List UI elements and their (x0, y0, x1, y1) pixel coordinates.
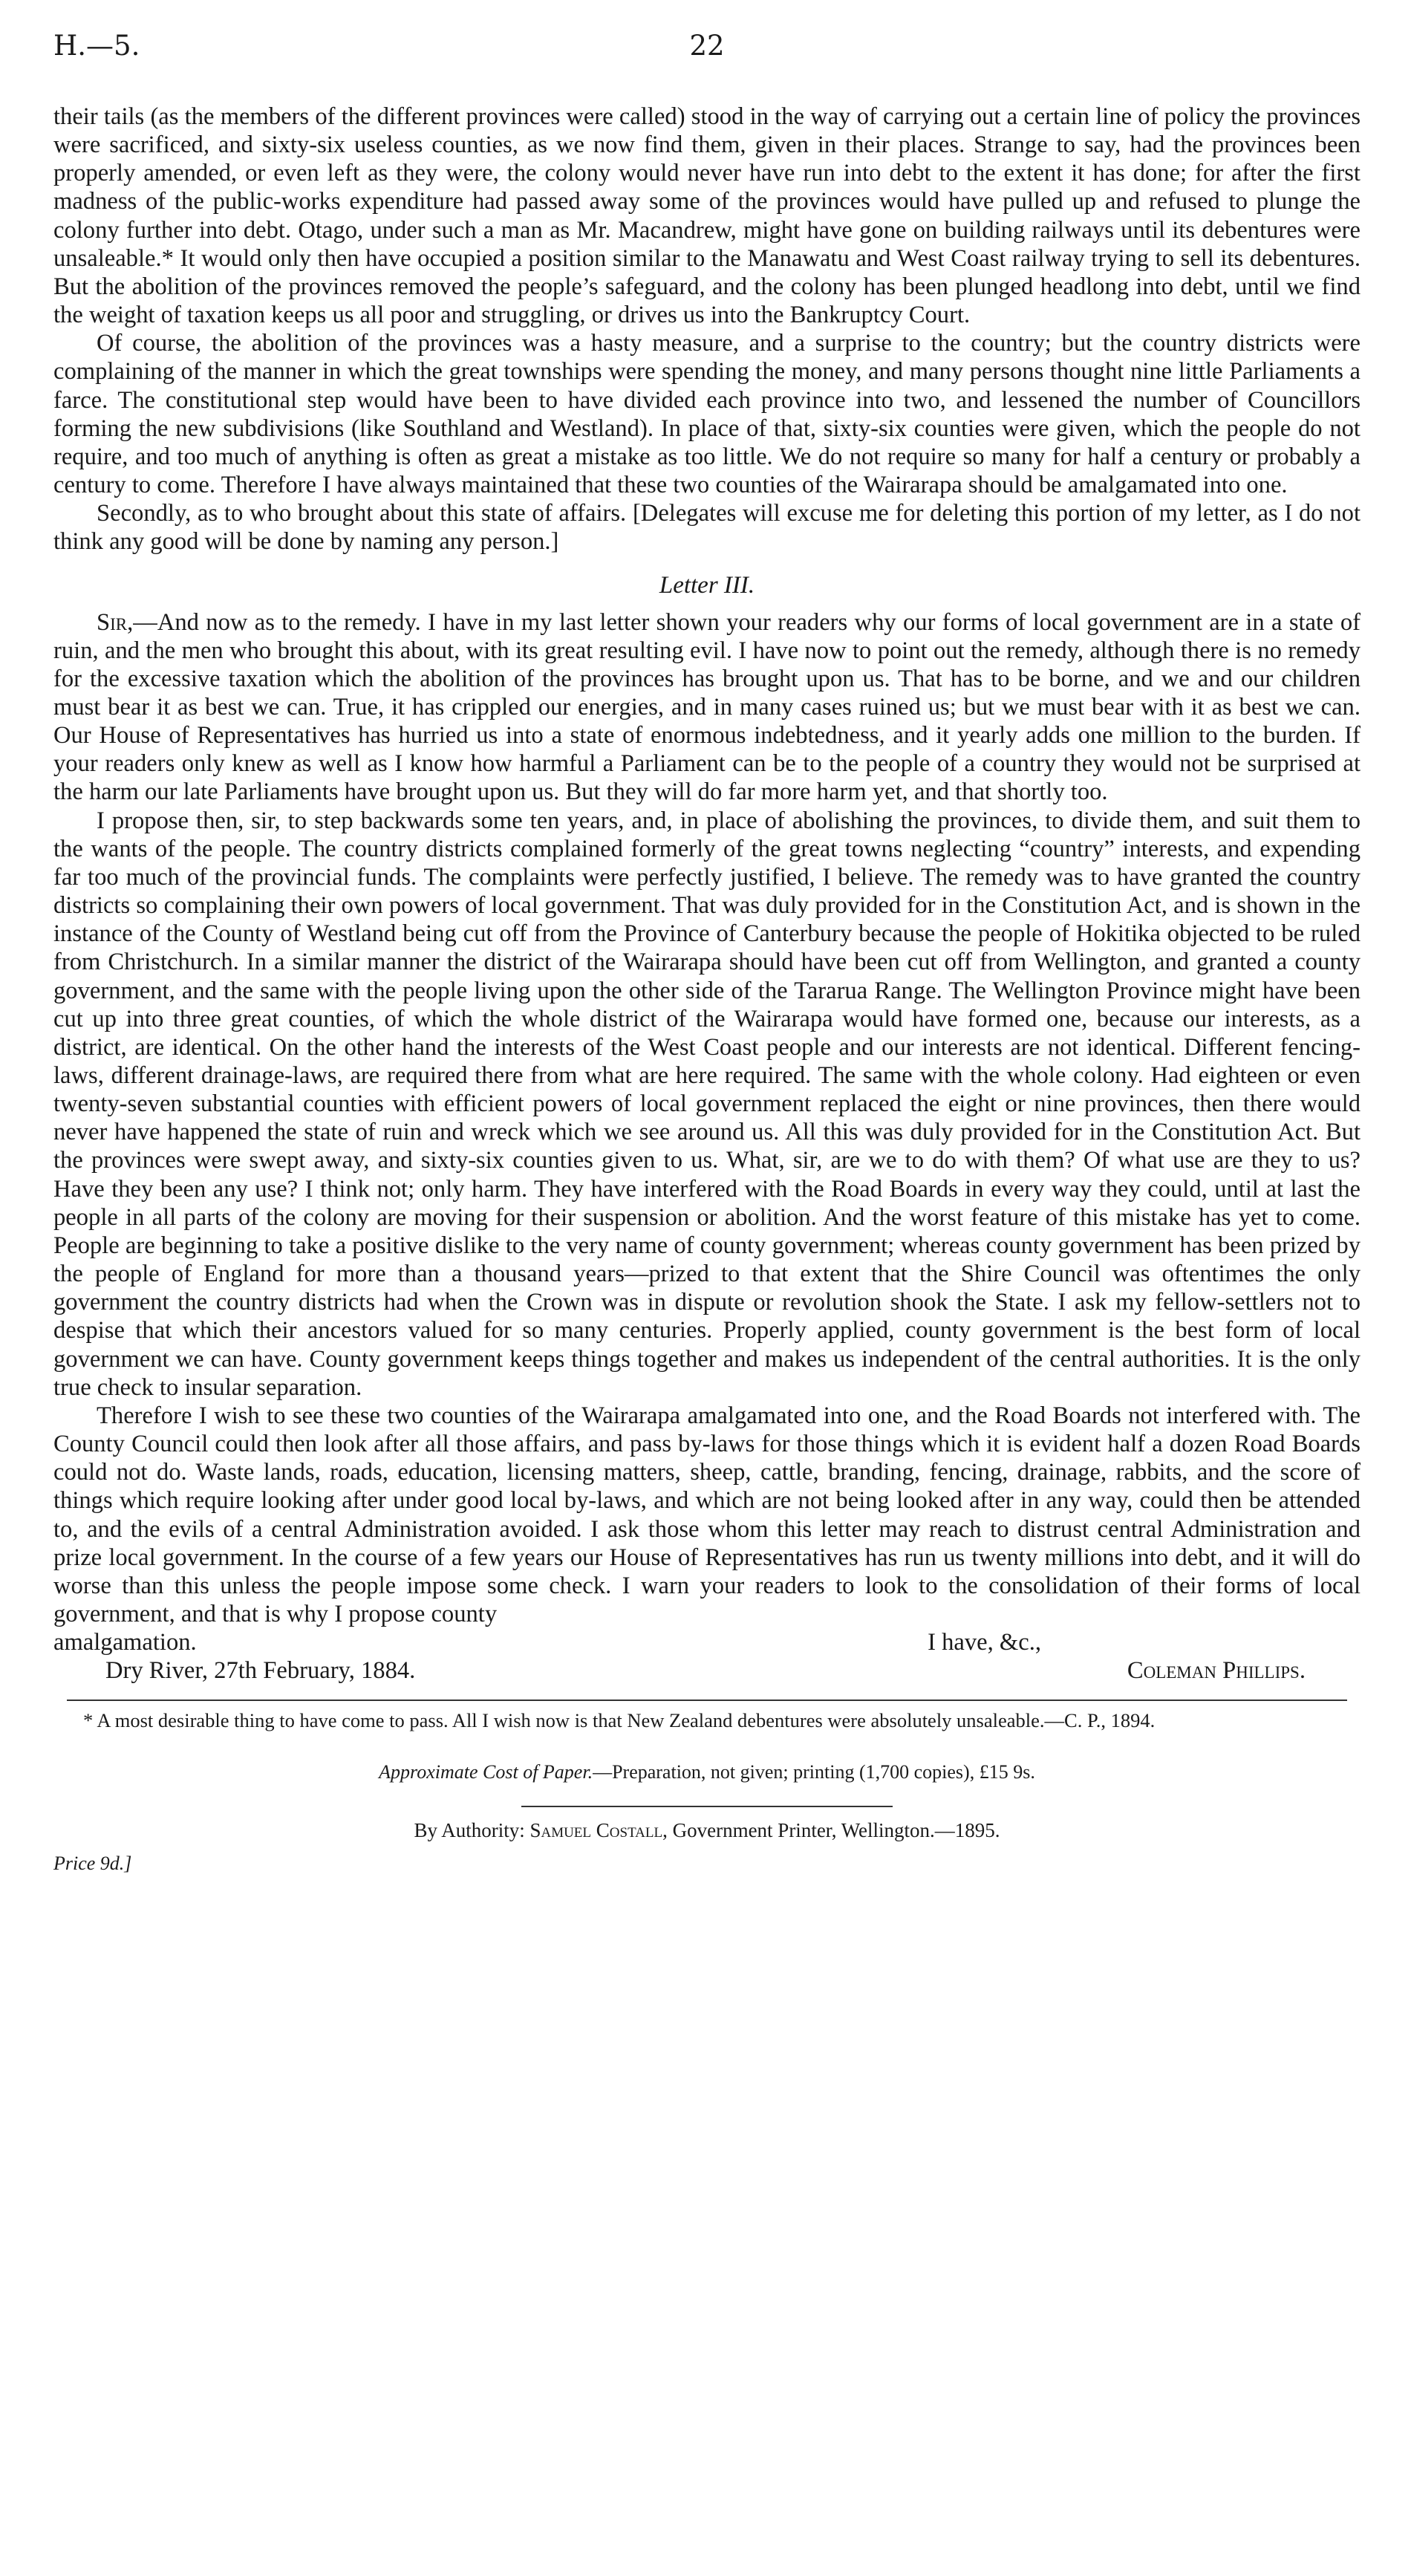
signature: Coleman Phillips. (1127, 1657, 1306, 1685)
authority-suffix: , Government Printer, Wellington.—1895. (662, 1819, 1000, 1842)
footnote: * A most desirable thing to have come to pass. All I wish now is that New Zealand debentures were absolutely unsaleable.—C. P., 1894. (83, 1709, 1156, 1732)
salutation: Sir, (97, 608, 134, 636)
body-text (53, 103, 1361, 1875)
authority-divider (521, 1806, 893, 1807)
place-date: Dry River, 27th February, 1884. (105, 1657, 416, 1685)
page-header (53, 30, 1361, 76)
price: Price 9d.] (53, 1853, 132, 1875)
authority-prefix: By Authority: (414, 1819, 525, 1842)
footnote-divider (67, 1700, 1347, 1701)
cost-of-paper (53, 1761, 1361, 1783)
cost-text: —Preparation, not given; printing (1,700 copies), £15 9s. (593, 1761, 1035, 1783)
document-page (53, 30, 1361, 2555)
paragraph-4 (53, 608, 1361, 807)
cost-label: Approximate Cost of Paper. (379, 1761, 593, 1783)
sign-off: I have, &c., (928, 1629, 1041, 1656)
authority-line (53, 1819, 1361, 1842)
paragraph-2: Of course, the abolition of the provinces was a hasty measure, and a surprise to the country; but the country districts were complaining of the manner in which the great townships were spending the money, and many persons thought nine little Parliaments a farce. The constitutional step would have been to have divided each province into two, and lessened the number of Councillors forming the new subdivisions (like Southland and Westland). In place of that, sixty-six counties were given, which the people do not require, and too much of anything is often as great a mistake as too little. We do not require so many for half a century or probably a century to come. Therefore I have always maintained that these two counties of the Wairarapa should be amalgamated into one. (53, 330, 1361, 499)
paragraph-3: Secondly, as to who brought about this state of affairs. [Delegates will excuse me for deleting this portion of my letter, as I do not think any good will be done by naming any person.] (53, 500, 1361, 556)
paragraph-6: Therefore I wish to see these two counties of the Wairarapa amalgamated into one, and the Road Boards not interfered with. The County Council could then look after all those affairs, and pass by-laws for those things which it is evident half a dozen Road Boards could not do. Waste lands, roads, education, licensing matters, sheep, cattle, branding, fencing, drainage, rabbits, and the score of things which require looking after under good local by-laws, and which are not being looked after in any way, could then be attended to, and the evils of a central Administration avoided. I ask those whom this letter may reach to distrust central Administration and prize local government. In the course of a few years our House of Representatives has run us twenty millions into debt, and it will do worse than this unless the people impose some check. I warn your readers to look to the consolidation of their forms of local government, and that is why I propose county (53, 1402, 1361, 1627)
letter-heading: Letter III. (659, 571, 755, 599)
page-number: 22 (689, 30, 725, 62)
paragraph-4-text: —And now as to the remedy. I have in my last letter shown your readers why our forms of local government are in a state of ruin, and the men who brought this about, with its great resulting evil. I have now to point out the remedy, although there is no remedy for the excessive taxation which the abolition of the provinces has brought upon us. That has to be borne, and we and our children must bear it as best we can. True, it has crippled our energies, and in many cases ruined us; but we must bear with it as best we can. Our House of Representatives has hurried us into a state of enormous indebtedness, and it yearly adds one million to the burden. If your readers only knew as well as I know how harmful a Parliament can be to the people of a country they would not be surprised at the harm our late Parliaments have brought upon us. But they will do far more harm yet, and that shortly too. (53, 608, 1361, 806)
letter-closing (53, 1628, 1361, 1685)
paragraph-5: I propose then, sir, to step backwards some ten years, and, in place of abolishing the provinces, to divide them, and suit them to the wants of the people. The country districts complained formerly of the great towns neglecting “country” interests, and expending far too much of the provincial funds. The complaints were perfectly justified, I believe. The remedy was to have granted the country districts so complaining their own powers of local government. That was duly provided for in the Constitution Act, and is shown in the instance of the County of Westland being cut off from the Province of Canterbury because the people of Hokitika objected to be ruled from Christchurch. In a similar manner the district of the Wairarapa should have been cut off from Wellington, and granted a county government, and the same with the people living upon the other side of the Tararua Range. The Wellington Province might have been cut up into three great counties, of which the whole district of the Wairarapa would have formed one, because our interests, as a district, are identical. On the other hand the interests of the West Coast people and our interests are not identical. Different fencing-laws, different drainage-laws, are required there from what are here required. The same with the whole colony. Had eighteen or even twenty-seven substantial counties with efficient powers of local government replaced the eight or nine provinces, then there would never have happened the state of ruin and wreck which we see around us. All this was duly provided for in the Constitution Act. But the provinces were swept away, and sixty-six counties given to us. What, sir, are we to do with them? Of what use are they to us? Have they been any use? I think not; only harm. They have interfered with the Road Boards in every way they could, until at last the people in all parts of the colony are moving for their suspension or abolition. And the worst feature of this mistake has yet to come. People are beginning to take a positive dislike to the very name of county government; whereas county government has been prized by the people of England for more than a thousand years—prized to that extent that the Shire Council was oftentimes the only government the country districts had when the Crown was in dispute or revolution shook the State. I ask my fellow-settlers not to despise that which their ancestors valued for so many centuries. Properly applied, county government is the best form of local government we can have. County government keeps things together and makes us independent of the central authorities. It is the only true check to insular separation. (53, 807, 1361, 1401)
closing-last-word: amalgamation. (53, 1629, 197, 1656)
paragraph-1: their tails (as the members of the different provinces were called) stood in the way of carrying out a certain line of policy the provinces were sacrificed, and sixty-six useless counties, as we now find them, given in their places. Strange to say, had the provinces been properly amended, or even left as they were, the colony would never have run into debt to the extent it has done; for after the first madness of the public-works expenditure had passed away some of the provinces would have pulled up and refused to plunge the colony further into debt. Otago, under such a man as Mr. Macandrew, might have gone on building railways until its debentures were unsaleable.* It would only then have occupied a position similar to the Manawatu and West Coast railway trying to sell its debentures. But the abolition of the provinces removed the people’s safeguard, and the colony has been plunged headlong into debt, until we find the weight of taxation keeps us all poor and struggling, or drives us into the Bankruptcy Court. (53, 103, 1361, 329)
document-id: H.—5. (53, 30, 140, 62)
printer-name: Samuel Costall (529, 1819, 663, 1842)
